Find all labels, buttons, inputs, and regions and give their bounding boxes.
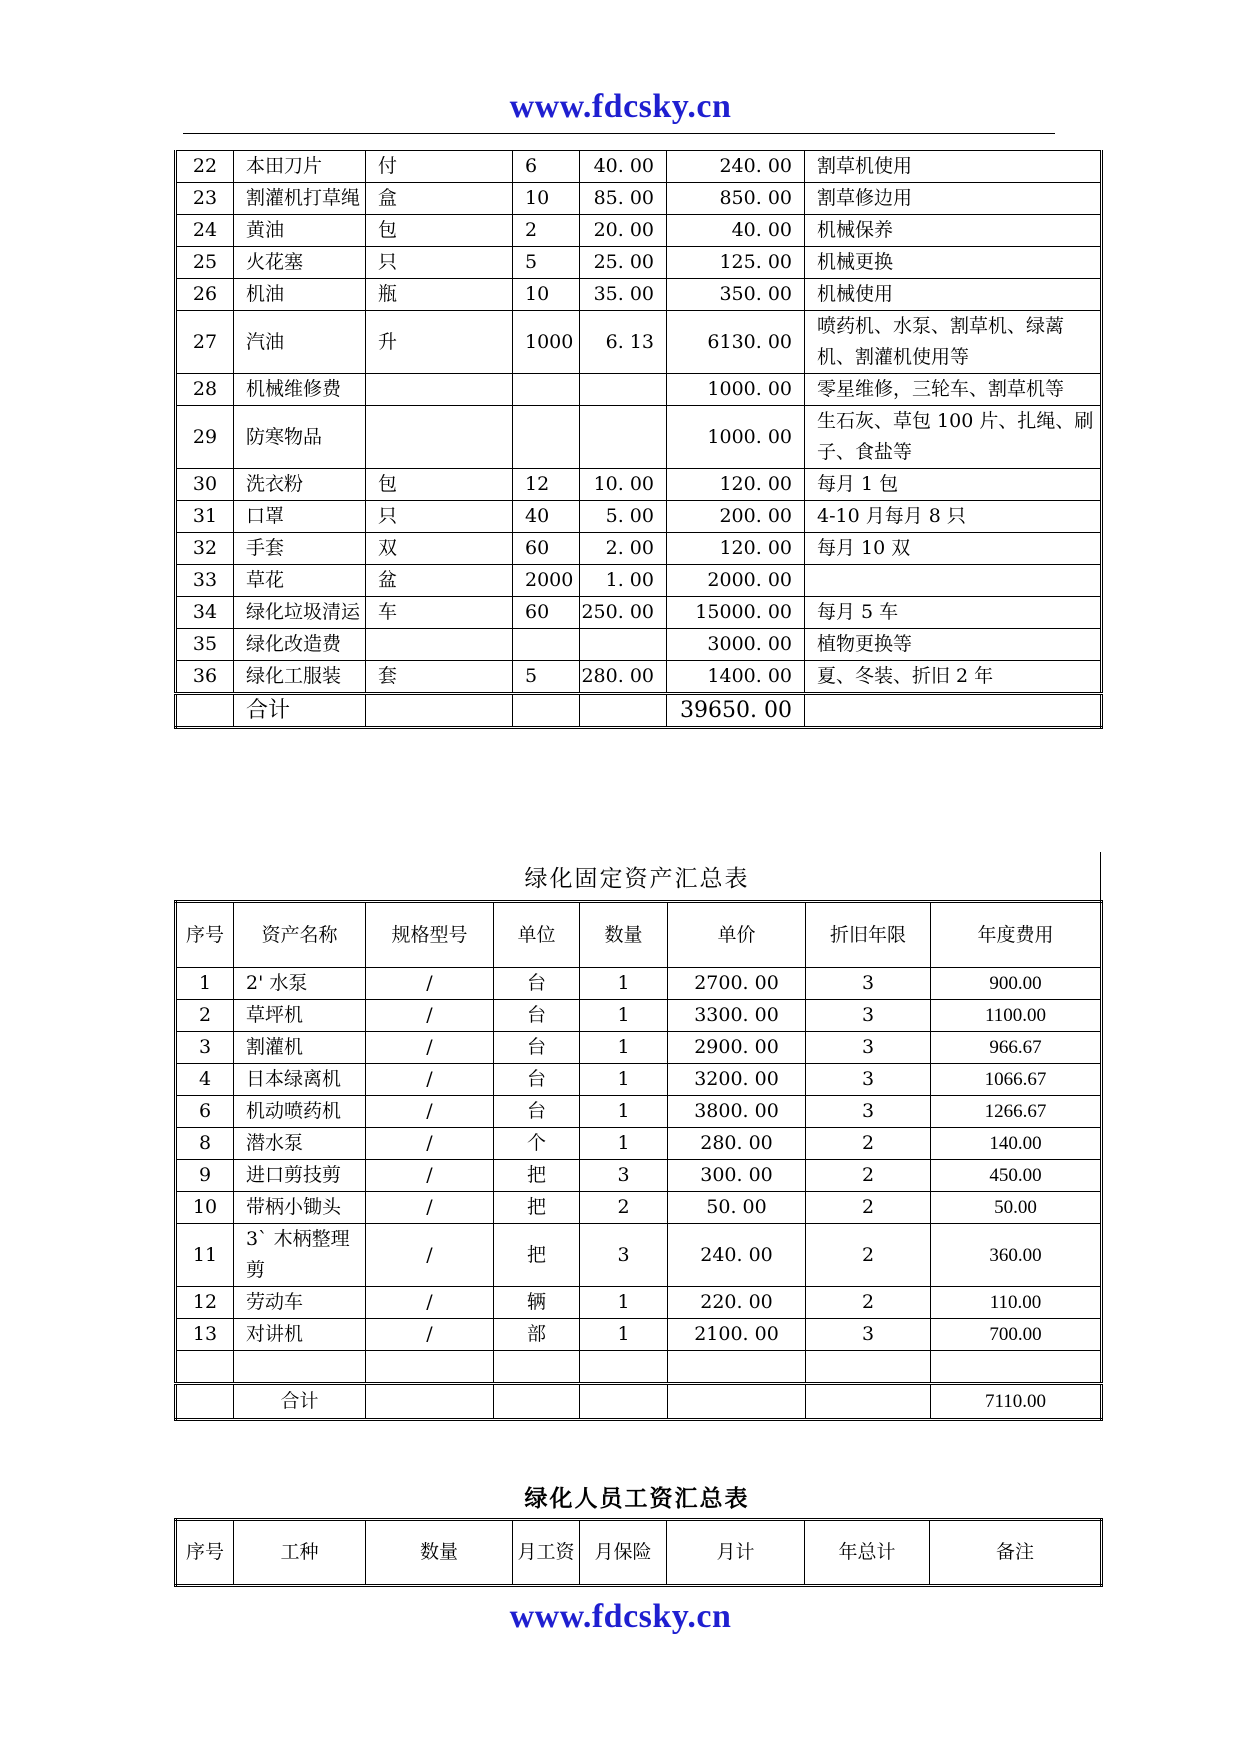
fixed-assets-cell-name: 机动喷药机 — [234, 1096, 366, 1128]
fixed-assets-cell-price: 3300. 00 — [668, 1000, 806, 1032]
materials-cell-qty: 60 — [513, 597, 580, 629]
materials-cell-name: 洗衣粉 — [234, 469, 366, 501]
fixed-assets-cell-no: 12 — [176, 1287, 234, 1319]
materials-row — [176, 406, 1102, 469]
fixed-assets-cell-qty: 3 — [580, 1160, 668, 1192]
materials-cell-no: 28 — [176, 374, 234, 406]
fixed-assets-row — [176, 1287, 1102, 1319]
materials-cell-note: 割草修边用 — [805, 183, 1102, 215]
materials-cell-note: 夏、冬装、折旧 2 年 — [805, 661, 1102, 694]
materials-cell-qty: 40 — [513, 501, 580, 533]
materials-cell-name: 防寒物品 — [234, 406, 366, 469]
header-name: 资产名称 — [234, 902, 366, 968]
materials-cell-unit: 付 — [366, 151, 513, 183]
materials-cell-unit: 升 — [366, 311, 513, 374]
materials-cell-note: 生石灰、草包 100 片、扎绳、刷子、食盐等 — [805, 406, 1102, 469]
materials-cell-amount: 40. 00 — [667, 215, 805, 247]
materials-row — [176, 247, 1102, 279]
materials-cell-qty: 2000 — [513, 565, 580, 597]
fixed-assets-cell-qty: 3 — [580, 1224, 668, 1287]
fixed-assets-cell-unit: 台 — [494, 1096, 580, 1128]
fixed-assets-cell-annual: 966.67 — [931, 1032, 1102, 1064]
materials-cell-unit: 套 — [366, 661, 513, 694]
fixed-assets-cell-name: 3` 木柄整理剪 — [234, 1224, 366, 1287]
wage-header-type: 工种 — [234, 1520, 366, 1586]
materials-cell-name: 黄油 — [234, 215, 366, 247]
caption-border — [1100, 852, 1101, 900]
site-url-footer[interactable]: www.fdcsky.cn — [509, 1598, 732, 1635]
materials-cell-no: 29 — [176, 406, 234, 469]
materials-cell-amount: 120. 00 — [667, 469, 805, 501]
fixed-assets-cell-unit: 个 — [494, 1128, 580, 1160]
fixed-assets-cell-unit: 台 — [494, 1000, 580, 1032]
materials-row — [176, 597, 1102, 629]
materials-cell-note: 植物更换等 — [805, 629, 1102, 661]
materials-cell-qty: 2 — [513, 215, 580, 247]
materials-cell-price: 40. 00 — [580, 151, 667, 183]
materials-cell-name: 草花 — [234, 565, 366, 597]
staff-wages-table — [174, 1518, 1103, 1587]
materials-cell-no: 35 — [176, 629, 234, 661]
fixed-assets-cell-spec: / — [366, 1192, 494, 1224]
header-qty: 数量 — [580, 902, 668, 968]
materials-cell-qty: 1000 — [513, 311, 580, 374]
materials-cell-amount: 1000. 00 — [667, 374, 805, 406]
wage-header-insurance: 月保险 — [580, 1520, 667, 1586]
fixed-assets-cell-years: 3 — [806, 1319, 931, 1351]
fixed-assets-cell-qty: 1 — [580, 1032, 668, 1064]
materials-cell-no: 27 — [176, 311, 234, 374]
materials-cell-price: 10. 00 — [580, 469, 667, 501]
wage-header-note: 备注 — [930, 1520, 1102, 1586]
fixed-assets-cell-qty: 2 — [580, 1192, 668, 1224]
fixed-assets-cell-name: 潜水泵 — [234, 1128, 366, 1160]
fixed-assets-cell-spec: / — [366, 1064, 494, 1096]
materials-cell-amount: 3000. 00 — [667, 629, 805, 661]
fixed-assets-cell-price: 2700. 00 — [668, 968, 806, 1000]
fixed-assets-cell-unit: 把 — [494, 1160, 580, 1192]
fixed-assets-cell-name: 草坪机 — [234, 1000, 366, 1032]
fixed-assets-total-annual: 7110.00 — [931, 1384, 1102, 1420]
materials-cell-qty — [513, 629, 580, 661]
materials-total-label: 合计 — [234, 694, 366, 728]
materials-cell-unit: 盆 — [366, 565, 513, 597]
fixed-assets-cell-no: 1 — [176, 968, 234, 1000]
materials-cell-price: 6. 13 — [580, 311, 667, 374]
materials-cell-unit — [366, 406, 513, 469]
materials-cell-unit: 包 — [366, 215, 513, 247]
materials-row — [176, 469, 1102, 501]
fixed-assets-cell-name: 劳动车 — [234, 1287, 366, 1319]
materials-cell-price — [580, 374, 667, 406]
fixed-assets-cell-annual: 900.00 — [931, 968, 1102, 1000]
fixed-assets-blank-row — [176, 1351, 1102, 1384]
fixed-assets-cell-annual: 140.00 — [931, 1128, 1102, 1160]
staff-wages-header-row — [176, 1520, 1102, 1586]
fixed-assets-cell-qty: 1 — [580, 1064, 668, 1096]
fixed-assets-cell-qty: 1 — [580, 1319, 668, 1351]
materials-cell-price: 5. 00 — [580, 501, 667, 533]
wage-header-yearly: 年总计 — [805, 1520, 930, 1586]
fixed-assets-cell-years: 3 — [806, 1032, 931, 1064]
fixed-assets-cell-name: 2' 水泵 — [234, 968, 366, 1000]
fixed-assets-cell-years: 2 — [806, 1192, 931, 1224]
materials-row — [176, 151, 1102, 183]
fixed-assets-cell-unit: 台 — [494, 1064, 580, 1096]
header-years: 折旧年限 — [806, 902, 931, 968]
fixed-assets-cell-spec: / — [366, 1128, 494, 1160]
fixed-assets-cell-qty: 1 — [580, 1287, 668, 1319]
materials-table — [174, 150, 1103, 729]
materials-cell-note: 机械使用 — [805, 279, 1102, 311]
materials-cell-note: 机械更换 — [805, 247, 1102, 279]
fixed-assets-cell-no: 9 — [176, 1160, 234, 1192]
materials-cell-no: 25 — [176, 247, 234, 279]
fixed-assets-cell-price: 3200. 00 — [668, 1064, 806, 1096]
materials-cell-amount: 6130. 00 — [667, 311, 805, 374]
fixed-assets-table — [174, 900, 1103, 1421]
fixed-assets-cell-unit: 把 — [494, 1224, 580, 1287]
materials-cell-note: 每月 10 双 — [805, 533, 1102, 565]
fixed-assets-row — [176, 1064, 1102, 1096]
fixed-assets-cell-no: 10 — [176, 1192, 234, 1224]
staff-wages-title: 绿化人员工资汇总表 — [524, 1485, 750, 1512]
materials-cell-unit: 只 — [366, 501, 513, 533]
fixed-assets-cell-name: 带柄小锄头 — [234, 1192, 366, 1224]
materials-cell-amount: 120. 00 — [667, 533, 805, 565]
fixed-assets-row — [176, 1192, 1102, 1224]
header-rule — [183, 133, 1055, 134]
materials-total-amount: 39650. 00 — [667, 694, 805, 728]
materials-cell-amount: 1000. 00 — [667, 406, 805, 469]
fixed-assets-header-row — [176, 902, 1102, 968]
materials-cell-amount: 2000. 00 — [667, 565, 805, 597]
fixed-assets-cell-name: 日本绿离机 — [234, 1064, 366, 1096]
fixed-assets-cell-annual: 1066.67 — [931, 1064, 1102, 1096]
materials-cell-qty — [513, 374, 580, 406]
header-no: 序号 — [176, 902, 234, 968]
fixed-assets-cell-years: 3 — [806, 968, 931, 1000]
materials-cell-price — [580, 406, 667, 469]
fixed-assets-row — [176, 968, 1102, 1000]
fixed-assets-cell-price: 2900. 00 — [668, 1032, 806, 1064]
fixed-assets-cell-no: 2 — [176, 1000, 234, 1032]
materials-cell-no: 24 — [176, 215, 234, 247]
materials-cell-unit: 盒 — [366, 183, 513, 215]
site-url-header[interactable]: www.fdcsky.cn — [509, 88, 732, 125]
materials-cell-name: 绿化垃圾清运 — [234, 597, 366, 629]
fixed-assets-cell-no: 13 — [176, 1319, 234, 1351]
materials-cell-qty: 5 — [513, 661, 580, 694]
materials-cell-name: 本田刀片 — [234, 151, 366, 183]
fixed-assets-cell-annual: 1266.67 — [931, 1096, 1102, 1128]
materials-cell-qty — [513, 406, 580, 469]
materials-cell-no: 31 — [176, 501, 234, 533]
fixed-assets-cell-years: 2 — [806, 1160, 931, 1192]
wage-header-wage: 月工资 — [513, 1520, 580, 1586]
materials-cell-amount: 125. 00 — [667, 247, 805, 279]
fixed-assets-cell-years: 3 — [806, 1096, 931, 1128]
materials-cell-amount: 15000. 00 — [667, 597, 805, 629]
materials-cell-name: 口罩 — [234, 501, 366, 533]
fixed-assets-cell-spec: / — [366, 1224, 494, 1287]
fixed-assets-cell-name: 对讲机 — [234, 1319, 366, 1351]
materials-cell-qty: 5 — [513, 247, 580, 279]
wage-header-monthly: 月计 — [667, 1520, 805, 1586]
materials-cell-unit — [366, 374, 513, 406]
materials-row — [176, 311, 1102, 374]
fixed-assets-row — [176, 1319, 1102, 1351]
materials-row — [176, 215, 1102, 247]
materials-cell-unit — [366, 629, 513, 661]
fixed-assets-cell-unit: 台 — [494, 968, 580, 1000]
fixed-assets-cell-price: 280. 00 — [668, 1128, 806, 1160]
materials-cell-no: 22 — [176, 151, 234, 183]
materials-cell-no: 34 — [176, 597, 234, 629]
materials-cell-amount: 850. 00 — [667, 183, 805, 215]
materials-cell-note: 零星维修，三轮车、割草机等 — [805, 374, 1102, 406]
materials-cell-unit: 只 — [366, 247, 513, 279]
fixed-assets-row — [176, 1000, 1102, 1032]
fixed-assets-cell-annual: 450.00 — [931, 1160, 1102, 1192]
materials-cell-name: 火花塞 — [234, 247, 366, 279]
header-annual: 年度费用 — [931, 902, 1102, 968]
materials-total-row — [176, 694, 1102, 728]
materials-cell-no: 32 — [176, 533, 234, 565]
header-spec: 规格型号 — [366, 902, 494, 968]
fixed-assets-cell-annual: 110.00 — [931, 1287, 1102, 1319]
materials-cell-price: 85. 00 — [580, 183, 667, 215]
materials-cell-price: 2. 00 — [580, 533, 667, 565]
materials-cell-price: 35. 00 — [580, 279, 667, 311]
materials-cell-price: 1. 00 — [580, 565, 667, 597]
materials-cell-qty: 12 — [513, 469, 580, 501]
materials-cell-note: 每月 1 包 — [805, 469, 1102, 501]
fixed-assets-title: 绿化固定资产汇总表 — [524, 866, 750, 892]
materials-cell-amount: 240. 00 — [667, 151, 805, 183]
materials-cell-no: 36 — [176, 661, 234, 694]
wage-header-qty: 数量 — [366, 1520, 513, 1586]
materials-cell-note: 4-10 月每月 8 只 — [805, 501, 1102, 533]
fixed-assets-cell-no: 8 — [176, 1128, 234, 1160]
materials-cell-note: 机械保养 — [805, 215, 1102, 247]
fixed-assets-row — [176, 1128, 1102, 1160]
materials-cell-qty: 10 — [513, 183, 580, 215]
fixed-assets-row — [176, 1224, 1102, 1287]
fixed-assets-cell-years: 2 — [806, 1287, 931, 1319]
fixed-assets-cell-spec: / — [366, 1000, 494, 1032]
fixed-assets-row — [176, 1096, 1102, 1128]
fixed-assets-cell-spec: / — [366, 1287, 494, 1319]
materials-cell-price — [580, 629, 667, 661]
fixed-assets-cell-years: 3 — [806, 1064, 931, 1096]
fixed-assets-cell-unit: 部 — [494, 1319, 580, 1351]
fixed-assets-row — [176, 1032, 1102, 1064]
fixed-assets-cell-annual: 1100.00 — [931, 1000, 1102, 1032]
materials-cell-price: 280. 00 — [580, 661, 667, 694]
fixed-assets-cell-years: 2 — [806, 1128, 931, 1160]
fixed-assets-cell-qty: 1 — [580, 1096, 668, 1128]
materials-cell-unit: 双 — [366, 533, 513, 565]
fixed-assets-cell-no: 4 — [176, 1064, 234, 1096]
materials-cell-name: 手套 — [234, 533, 366, 565]
materials-row — [176, 629, 1102, 661]
materials-row — [176, 565, 1102, 597]
header-price: 单价 — [668, 902, 806, 968]
materials-row — [176, 661, 1102, 694]
materials-cell-no: 30 — [176, 469, 234, 501]
materials-cell-note: 割草机使用 — [805, 151, 1102, 183]
fixed-assets-cell-annual: 700.00 — [931, 1319, 1102, 1351]
fixed-assets-cell-years: 2 — [806, 1224, 931, 1287]
materials-cell-amount: 1400. 00 — [667, 661, 805, 694]
fixed-assets-cell-no: 6 — [176, 1096, 234, 1128]
materials-cell-qty: 6 — [513, 151, 580, 183]
materials-cell-note: 每月 5 车 — [805, 597, 1102, 629]
fixed-assets-row — [176, 1160, 1102, 1192]
materials-cell-qty: 10 — [513, 279, 580, 311]
header-unit: 单位 — [494, 902, 580, 968]
fixed-assets-cell-price: 300. 00 — [668, 1160, 806, 1192]
fixed-assets-cell-spec: / — [366, 1032, 494, 1064]
materials-row — [176, 183, 1102, 215]
fixed-assets-cell-annual: 50.00 — [931, 1192, 1102, 1224]
materials-cell-name: 机油 — [234, 279, 366, 311]
materials-cell-name: 割灌机打草绳 — [234, 183, 366, 215]
materials-cell-price: 25. 00 — [580, 247, 667, 279]
fixed-assets-cell-unit: 台 — [494, 1032, 580, 1064]
fixed-assets-cell-qty: 1 — [580, 1128, 668, 1160]
fixed-assets-cell-qty: 1 — [580, 1000, 668, 1032]
fixed-assets-cell-qty: 1 — [580, 968, 668, 1000]
fixed-assets-cell-unit: 把 — [494, 1192, 580, 1224]
materials-cell-price: 250. 00 — [580, 597, 667, 629]
materials-cell-qty: 60 — [513, 533, 580, 565]
materials-cell-name: 绿化改造费 — [234, 629, 366, 661]
fixed-assets-cell-price: 3800. 00 — [668, 1096, 806, 1128]
fixed-assets-cell-name: 进口剪技剪 — [234, 1160, 366, 1192]
fixed-assets-total-label: 合计 — [234, 1384, 366, 1420]
fixed-assets-cell-spec: / — [366, 1319, 494, 1351]
fixed-assets-cell-price: 50. 00 — [668, 1192, 806, 1224]
fixed-assets-cell-spec: / — [366, 1096, 494, 1128]
materials-row — [176, 374, 1102, 406]
fixed-assets-cell-name: 割灌机 — [234, 1032, 366, 1064]
materials-cell-name: 汽油 — [234, 311, 366, 374]
fixed-assets-cell-spec: / — [366, 968, 494, 1000]
fixed-assets-cell-years: 3 — [806, 1000, 931, 1032]
fixed-assets-cell-price: 240. 00 — [668, 1224, 806, 1287]
materials-cell-amount: 350. 00 — [667, 279, 805, 311]
materials-cell-unit: 车 — [366, 597, 513, 629]
materials-cell-note — [805, 565, 1102, 597]
materials-row — [176, 533, 1102, 565]
materials-cell-no: 23 — [176, 183, 234, 215]
materials-cell-note: 喷药机、水泵、割草机、绿蓠机、割灌机使用等 — [805, 311, 1102, 374]
fixed-assets-total-row — [176, 1384, 1102, 1420]
fixed-assets-cell-price: 2100. 00 — [668, 1319, 806, 1351]
fixed-assets-cell-no: 11 — [176, 1224, 234, 1287]
materials-cell-price: 20. 00 — [580, 215, 667, 247]
materials-cell-name: 绿化工服装 — [234, 661, 366, 694]
materials-cell-no: 26 — [176, 279, 234, 311]
materials-row — [176, 279, 1102, 311]
fixed-assets-cell-no: 3 — [176, 1032, 234, 1064]
materials-row — [176, 501, 1102, 533]
wage-header-no: 序号 — [176, 1520, 234, 1586]
materials-cell-unit: 瓶 — [366, 279, 513, 311]
fixed-assets-cell-spec: / — [366, 1160, 494, 1192]
materials-cell-amount: 200. 00 — [667, 501, 805, 533]
materials-cell-no: 33 — [176, 565, 234, 597]
materials-cell-unit: 包 — [366, 469, 513, 501]
fixed-assets-cell-price: 220. 00 — [668, 1287, 806, 1319]
fixed-assets-cell-annual: 360.00 — [931, 1224, 1102, 1287]
materials-cell-name: 机械维修费 — [234, 374, 366, 406]
fixed-assets-cell-unit: 辆 — [494, 1287, 580, 1319]
